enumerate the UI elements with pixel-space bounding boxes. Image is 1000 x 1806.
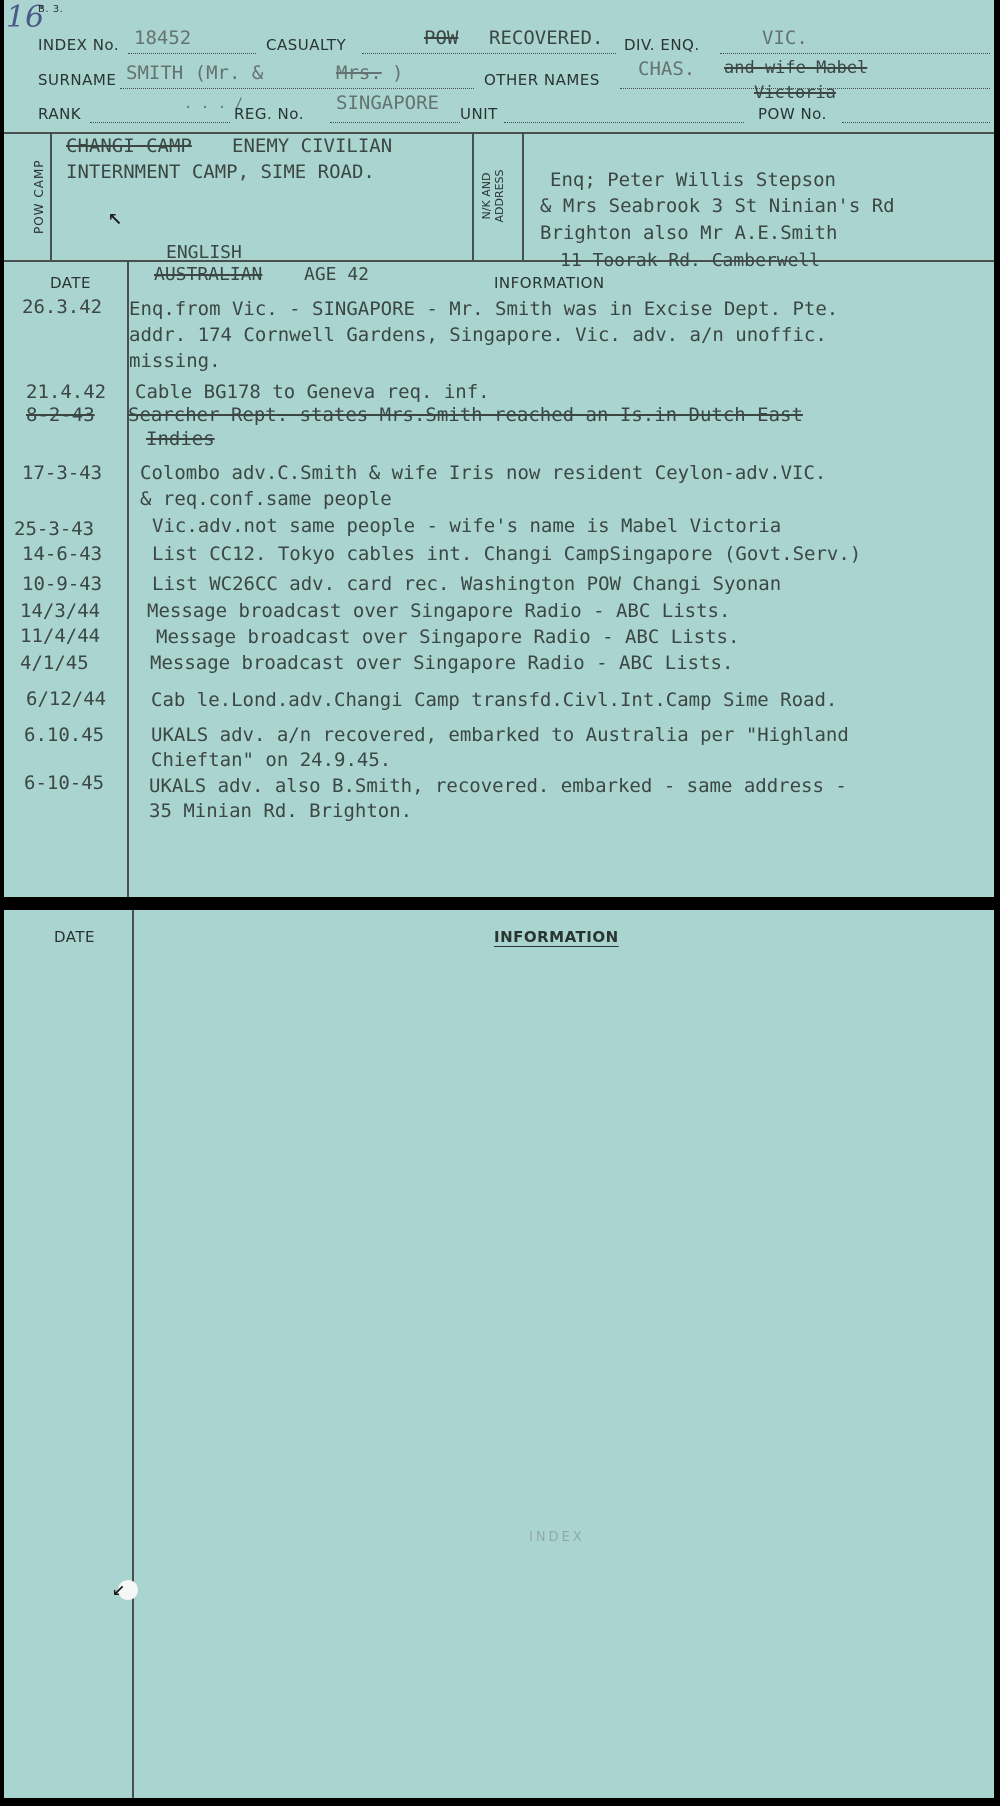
entry-date: 26.3.42 xyxy=(22,296,103,318)
entry-date: 6.10.45 xyxy=(24,724,105,746)
entry-date: 8-2-43 xyxy=(26,404,95,426)
entry-date: 21.4.42 xyxy=(26,381,107,403)
entry-date: 11/4/44 xyxy=(20,625,101,647)
entry-line: Searcher Rept. states Mrs.Smith reached an Is.in Dutch East xyxy=(128,404,803,426)
entry-line: Cab le.Lond.adv.Changi Camp transfd.Civl.Int.Camp Sime Road. xyxy=(151,689,838,711)
information-label: INFORMATION xyxy=(494,274,605,292)
index-no-value: 18452 xyxy=(134,27,192,49)
entry-date: 14/3/44 xyxy=(20,600,101,622)
index-no-label: INDEX No. xyxy=(38,36,120,54)
entry-line: & req.conf.same people xyxy=(140,488,392,510)
pencil-number: 16 xyxy=(6,0,45,35)
entry-date: 6/12/44 xyxy=(26,688,107,710)
reg-no-label: REG. No. xyxy=(234,105,304,123)
entry-line: Colombo adv.C.Smith & wife Iris now resident Ceylon-adv.VIC. xyxy=(140,462,827,484)
faint-stamp: INDEX xyxy=(529,1530,585,1545)
entry-line: UKALS adv. also B.Smith, recovered. embarked - same address - xyxy=(149,775,847,797)
surname-value: SMITH (Mr. & xyxy=(126,62,264,84)
entry-line: missing. xyxy=(129,350,221,372)
date-label: DATE xyxy=(50,274,92,292)
entry-line: Message broadcast over Singapore Radio - ABC Lists. xyxy=(147,600,731,622)
entry-line: List CC12. Tokyo cables int. Changi CampSingapore (Govt.Serv.) xyxy=(152,543,862,565)
unit-value: SINGAPORE xyxy=(336,92,439,114)
other-names-struck: and wife Mabel xyxy=(724,58,868,78)
div-enq-value: VIC. xyxy=(762,27,808,49)
address-line3: Brighton also Mr A.E.Smith xyxy=(540,222,838,244)
card-front xyxy=(4,0,994,897)
arrow-mark-icon: ↖ xyxy=(108,202,123,230)
entry-line: Chieftan" on 24.9.45. xyxy=(151,749,392,771)
entry-line: Enq.from Vic. - SINGAPORE - Mr. Smith was in Excise Dept. Pte. xyxy=(129,298,839,320)
entry-line: Message broadcast over Singapore Radio - ABC Lists. xyxy=(156,626,740,648)
address-line4: 11 Toorak Rd. Camberwell xyxy=(560,250,821,271)
surname-label: SURNAME xyxy=(38,71,117,89)
div-enq-label: DIV. ENQ. xyxy=(624,36,700,54)
other-names-struck-2: Victoria xyxy=(754,83,836,103)
pow-no-label: POW No. xyxy=(758,105,827,123)
surname-close: ) xyxy=(392,62,404,84)
rank-value: . . . / xyxy=(184,96,244,112)
pow-camp-struck: CHANGI CAMP xyxy=(66,135,192,157)
pow-camp-label: POW CAMP xyxy=(32,159,46,234)
other-names-label: OTHER NAMES xyxy=(484,71,600,89)
nationality: ENGLISH xyxy=(166,242,242,263)
entry-date: 17-3-43 xyxy=(22,462,103,484)
entry-line: Vic.adv.not same people - wife's name is Mabel Victoria xyxy=(152,515,782,537)
arrow-mark-icon: ↙ xyxy=(112,1576,126,1601)
surname-struck: Mrs. xyxy=(336,62,382,84)
entry-line: Indies xyxy=(146,428,215,450)
entry-line: 35 Minian Rd. Brighton. xyxy=(149,800,413,822)
entry-line: Message broadcast over Singapore Radio - ABC Lists. xyxy=(150,652,734,674)
nationality-struck: AUSTRALIAN xyxy=(154,264,263,285)
nk-address-label: N/K AND ADDRESS xyxy=(480,169,506,223)
form-code: B. 3. xyxy=(38,4,64,15)
age: AGE 42 xyxy=(304,264,370,285)
card-back xyxy=(4,910,994,1798)
entry-date: 14-6-43 xyxy=(22,543,103,565)
other-names-value: CHAS. xyxy=(638,58,696,80)
back-information-label: INFORMATION xyxy=(494,928,619,946)
casualty-label: CASUALTY xyxy=(266,36,347,54)
entry-date: 10-9-43 xyxy=(22,573,103,595)
rank-label: RANK xyxy=(38,105,82,123)
pow-camp-line2: INTERNMENT CAMP, SIME ROAD. xyxy=(66,161,375,183)
entry-line: UKALS adv. a/n recovered, embarked to Australia per "Highland xyxy=(151,724,849,746)
back-date-label: DATE xyxy=(54,928,96,946)
entry-date: 25-3-43 xyxy=(14,518,95,540)
entry-line: List WC26CC adv. card rec. Washington POW Changi Syonan xyxy=(152,573,782,595)
address-line1: Enq; Peter Willis Stepson xyxy=(550,169,836,191)
address-line2: & Mrs Seabrook 3 St Ninian's Rd xyxy=(540,195,895,217)
pow-camp-line1: ENEMY CIVILIAN xyxy=(232,135,393,157)
casualty-struck: POW xyxy=(424,27,459,49)
entry-date: 6-10-45 xyxy=(24,772,105,794)
entry-line: Cable BG178 to Geneva req. inf. xyxy=(135,381,490,403)
unit-label: UNIT xyxy=(460,105,498,123)
entry-line: addr. 174 Cornwell Gardens, Singapore. Vic. adv. a/n unoffic. xyxy=(129,324,827,346)
casualty-value: RECOVERED. xyxy=(489,27,604,49)
entry-date: 4/1/45 xyxy=(20,652,89,674)
